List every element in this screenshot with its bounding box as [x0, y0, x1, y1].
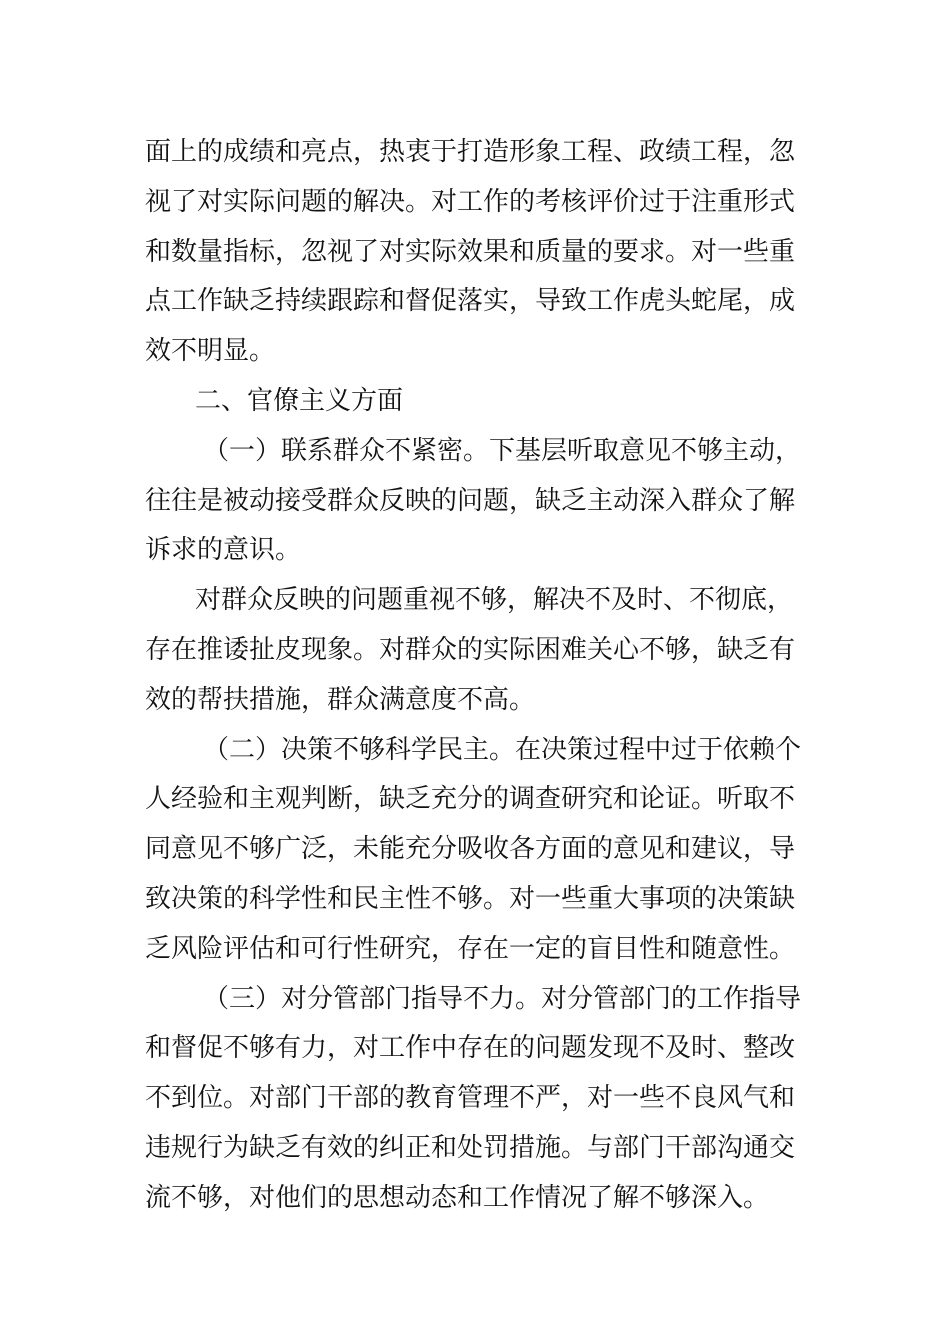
- paragraph-line: 点工作缺乏持续跟踪和督促落实，导致工作虎头蛇尾，成: [145, 286, 796, 317]
- paragraph-line: 效的帮扶措施，群众满意度不高。: [145, 684, 536, 715]
- paragraph-line: 不到位。对部门干部的教育管理不严，对一些不良风气和: [145, 1083, 796, 1114]
- section-heading: 二、官僚主义方面: [195, 385, 404, 416]
- paragraph-line: 和数量指标，忽视了对实际效果和质量的要求。对一些重: [145, 236, 796, 267]
- paragraph-line: 违规行为缺乏有效的纠正和处罚措施。与部门干部沟通交: [145, 1132, 796, 1163]
- paragraph-line: 和督促不够有力，对工作中存在的问题发现不及时、整改: [145, 1033, 796, 1064]
- paragraph-line: 人经验和主观判断，缺乏充分的调查研究和论证。听取不: [145, 784, 796, 815]
- paragraph-line: 往往是被动接受群众反映的问题，缺乏主动深入群众了解: [145, 485, 796, 516]
- paragraph-line: 面上的成绩和亮点，热衷于打造形象工程、政绩工程，忽: [145, 137, 796, 167]
- subsection-heading-line: （一）联系群众不紧密。下基层听取意见不够主动，: [203, 435, 802, 466]
- paragraph-line: 效不明显。: [145, 336, 276, 367]
- paragraph-line: 对群众反映的问题重视不够，解决不及时、不彻底，: [195, 585, 794, 616]
- paragraph-line: 乏风险评估和可行性研究，存在一定的盲目性和随意性。: [145, 933, 796, 964]
- paragraph-line: 视了对实际问题的解决。对工作的考核评价过于注重形式: [145, 186, 796, 217]
- paragraph-line: 同意见不够广泛，未能充分吸收各方面的意见和建议，导: [145, 834, 796, 865]
- subsection-heading-line: （三）对分管部门指导不力。对分管部门的工作指导: [203, 983, 802, 1014]
- paragraph-line: 存在推诿扯皮现象。对群众的实际困难关心不够，缺乏有: [145, 634, 796, 665]
- subsection-heading-line: （二）决策不够科学民主。在决策过程中过于依赖个: [203, 734, 802, 765]
- paragraph-line: 流不够，对他们的思想动态和工作情况了解不够深入。: [145, 1182, 770, 1213]
- paragraph-line: 诉求的意识。: [145, 535, 302, 566]
- paragraph-line: 致决策的科学性和民主性不够。对一些重大事项的决策缺: [145, 883, 796, 914]
- document-body: [145, 128, 809, 1224]
